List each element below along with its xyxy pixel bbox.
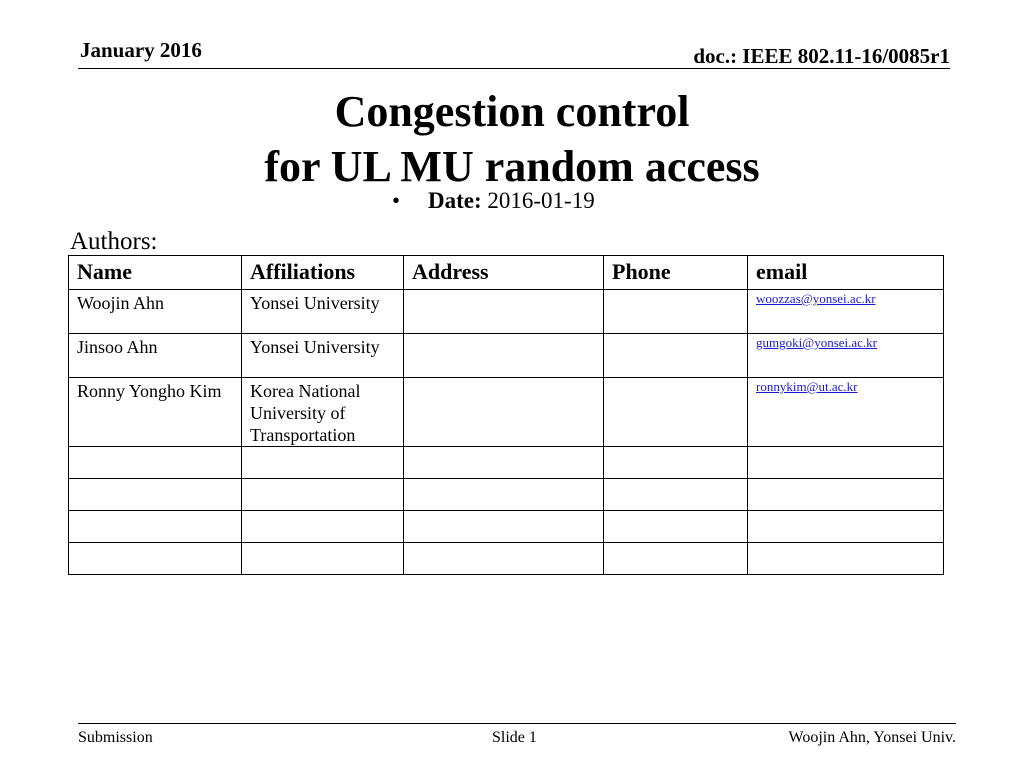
title-line-1: Congestion control bbox=[334, 87, 690, 136]
empty-cell bbox=[404, 479, 604, 511]
footer-author: Woojin Ahn, Yonsei Univ. bbox=[788, 729, 956, 746]
author-address bbox=[404, 334, 604, 378]
empty-cell bbox=[604, 447, 748, 479]
table-header-row bbox=[69, 256, 944, 290]
author-name: Woojin Ahn bbox=[69, 290, 242, 334]
author-email-link[interactable]: ronnykim@ut.ac.kr bbox=[748, 378, 944, 447]
empty-cell bbox=[748, 479, 944, 511]
table-row bbox=[69, 334, 944, 378]
author-phone bbox=[604, 378, 748, 447]
empty-cell bbox=[604, 479, 748, 511]
empty-cell bbox=[404, 543, 604, 575]
empty-cell bbox=[748, 511, 944, 543]
column-header-name: Name bbox=[69, 256, 242, 290]
empty-cell bbox=[404, 447, 604, 479]
empty-cell bbox=[242, 511, 404, 543]
author-affiliation: Korea National University of Transportation bbox=[242, 378, 404, 447]
table-row bbox=[69, 290, 944, 334]
title-line-2: for UL MU random access bbox=[264, 142, 760, 191]
author-email-link[interactable]: gumgoki@yonsei.ac.kr bbox=[748, 334, 944, 378]
bullet-dot: • bbox=[392, 188, 401, 213]
author-affiliation: Yonsei University bbox=[242, 334, 404, 378]
author-address bbox=[404, 378, 604, 447]
column-header-address: Address bbox=[404, 256, 604, 290]
column-header-phone: Phone bbox=[604, 256, 748, 290]
table-row bbox=[69, 378, 944, 447]
date-bullet bbox=[392, 186, 595, 216]
empty-table-row bbox=[69, 479, 944, 511]
empty-cell bbox=[242, 447, 404, 479]
header-rule bbox=[78, 68, 950, 69]
author-affiliation: Yonsei University bbox=[242, 290, 404, 334]
author-address bbox=[404, 290, 604, 334]
author-name: Jinsoo Ahn bbox=[69, 334, 242, 378]
empty-table-row bbox=[69, 447, 944, 479]
empty-cell bbox=[69, 447, 242, 479]
empty-cell bbox=[604, 543, 748, 575]
empty-cell bbox=[404, 511, 604, 543]
authors-table bbox=[68, 255, 944, 575]
empty-cell bbox=[69, 479, 242, 511]
date-value: 2016-01-19 bbox=[481, 188, 595, 213]
empty-cell bbox=[604, 511, 748, 543]
empty-cell bbox=[69, 543, 242, 575]
empty-cell bbox=[242, 543, 404, 575]
empty-cell bbox=[748, 447, 944, 479]
slide-title bbox=[0, 84, 1024, 194]
footer-rule bbox=[78, 723, 956, 724]
empty-cell bbox=[242, 479, 404, 511]
empty-table-row bbox=[69, 511, 944, 543]
date-label: Date: bbox=[428, 188, 482, 213]
empty-table-row bbox=[69, 543, 944, 575]
empty-cell bbox=[69, 511, 242, 543]
column-header-email: email bbox=[748, 256, 944, 290]
header-doc-id: doc.: IEEE 802.11-16/0085r1 bbox=[693, 44, 950, 68]
empty-cell bbox=[748, 543, 944, 575]
column-header-affiliations: Affiliations bbox=[242, 256, 404, 290]
authors-label: Authors: bbox=[70, 228, 158, 255]
author-phone bbox=[604, 290, 748, 334]
footer-slide-number: Slide 1 bbox=[492, 729, 537, 746]
author-email-link[interactable]: woozzas@yonsei.ac.kr bbox=[748, 290, 944, 334]
footer-submission: Submission bbox=[78, 729, 153, 746]
author-phone bbox=[604, 334, 748, 378]
header-date: January 2016 bbox=[80, 38, 202, 62]
author-name: Ronny Yongho Kim bbox=[69, 378, 242, 447]
